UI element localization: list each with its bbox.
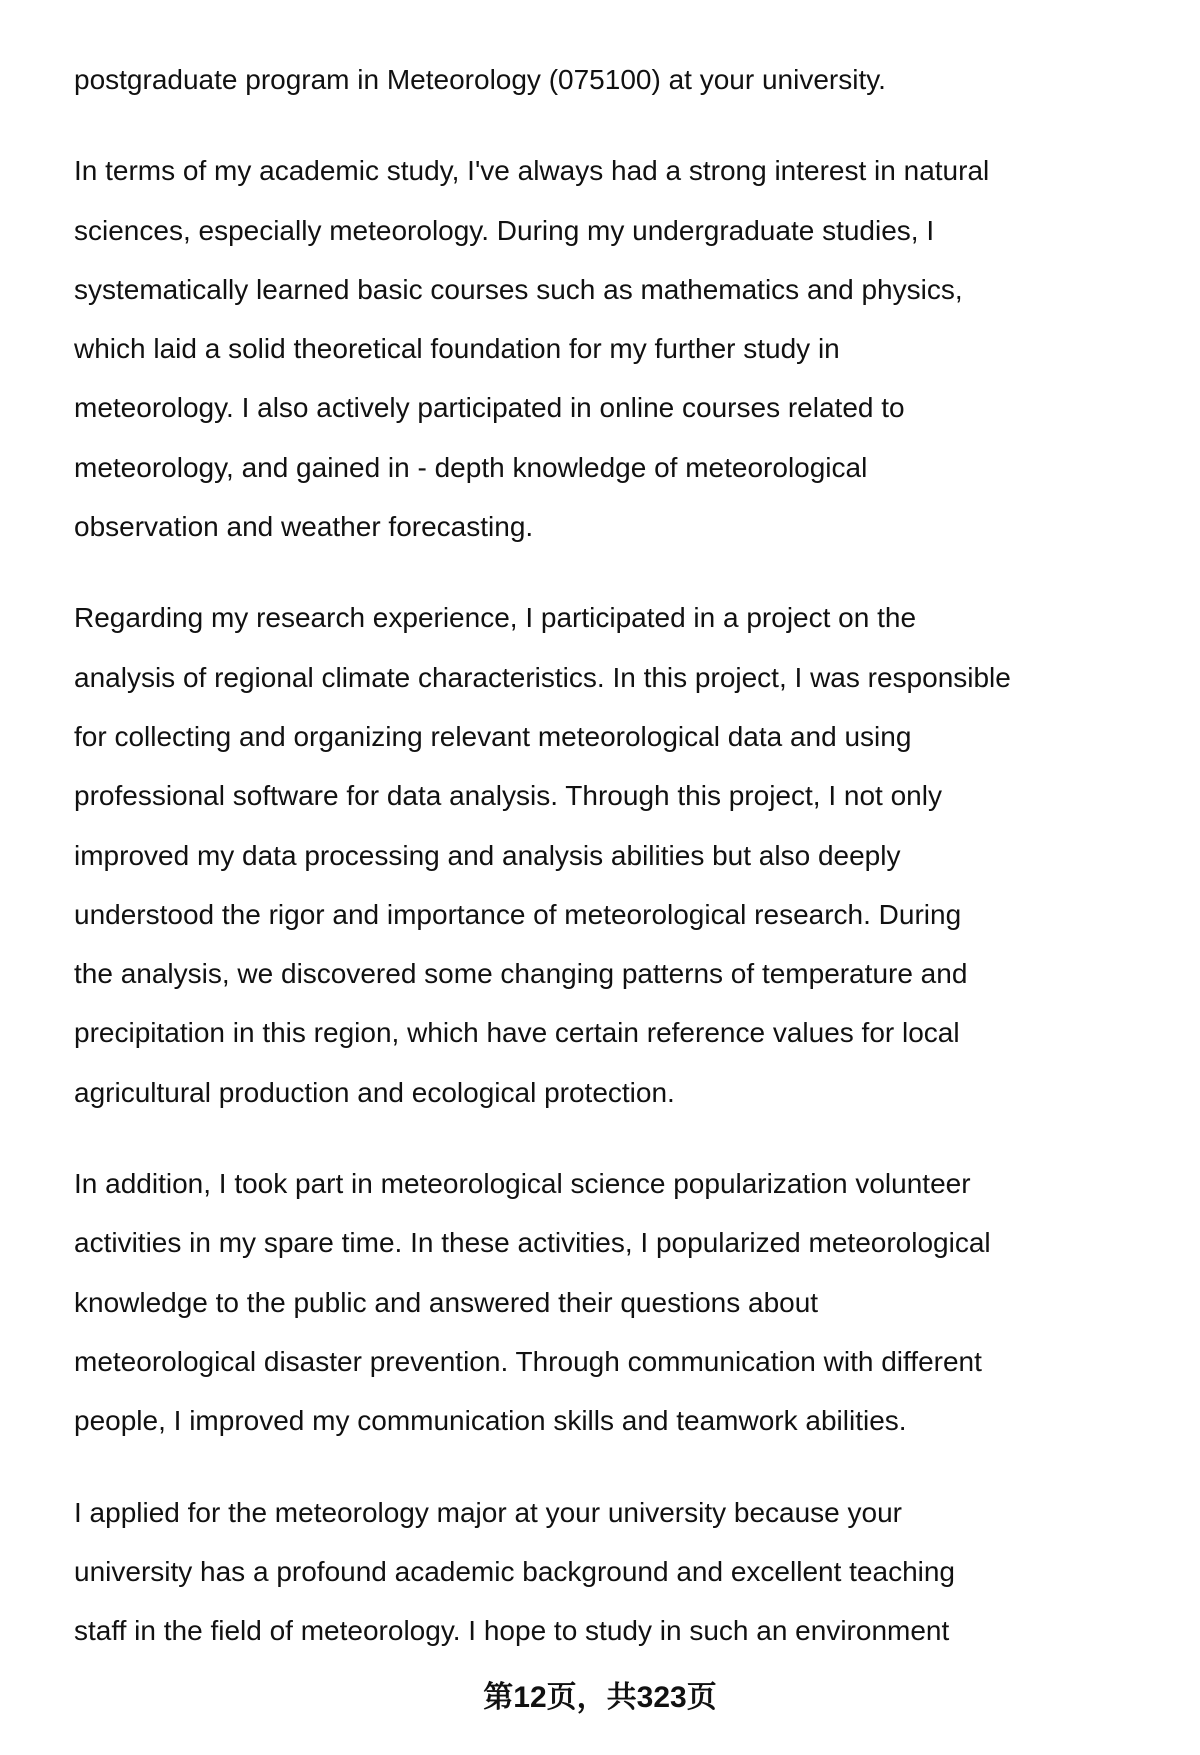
text-line: professional software for data analysis. Through this project, I not only — [74, 780, 942, 812]
text-line: the analysis, we discovered some changing patterns of temperature and — [74, 958, 968, 990]
paragraph — [74, 151, 1154, 566]
text-line: understood the rigor and importance of meteorological research. During — [74, 898, 962, 930]
text-line: which laid a solid theoretical foundation for my further study in — [74, 333, 840, 365]
page-number-footer: 第12页，共323页 — [483, 1681, 717, 1714]
text-line: postgraduate program in Meteorology (075100) at your university. — [74, 64, 886, 95]
text-line: systematically learned basic courses such as mathematics and physics, — [74, 273, 963, 305]
text-line: for collecting and organizing relevant meteorological data and using — [74, 720, 912, 752]
text-line: meteorology. I also actively participated in online courses related to — [74, 392, 905, 424]
text-line: observation and weather forecasting. — [74, 511, 534, 543]
text-line: In terms of my academic study, I've always had a strong interest in natural — [74, 155, 990, 187]
paragraph — [74, 598, 1154, 1132]
text-line: people, I improved my communication skills and teamwork abilities. — [74, 1405, 907, 1437]
document-body — [74, 60, 1154, 1702]
paragraph — [74, 1493, 1154, 1671]
text-line: analysis of regional climate characteristics. In this project, I was responsible — [74, 661, 1011, 693]
text-line: In addition, I took part in meteorological science popularization volunteer — [74, 1168, 971, 1200]
paragraph — [74, 1164, 1154, 1460]
text-line: Regarding my research experience, I participated in a project on the — [74, 602, 917, 634]
text-line: sciences, especially meteorology. During my undergraduate studies, I — [74, 214, 935, 246]
text-line: staff in the field of meteorology. I hope to study in such an environment — [74, 1615, 950, 1647]
text-line: precipitation in this region, which have certain reference values for local — [74, 1017, 960, 1049]
text-line: improved my data processing and analysis abilities but also deeply — [74, 839, 901, 871]
text-line: meteorology, and gained in - depth knowledge of meteorological — [74, 451, 868, 483]
text-line: meteorological disaster prevention. Through communication with different — [74, 1345, 982, 1377]
text-line: I applied for the meteorology major at your university because your — [74, 1496, 902, 1528]
text-line: agricultural production and ecological protection. — [74, 1076, 675, 1108]
text-line: university has a profound academic background and excellent teaching — [74, 1555, 956, 1587]
text-line: activities in my spare time. In these activities, I popularized meteorological — [74, 1227, 991, 1259]
text-line: knowledge to the public and answered their questions about — [74, 1286, 819, 1318]
paragraph — [74, 60, 1154, 119]
